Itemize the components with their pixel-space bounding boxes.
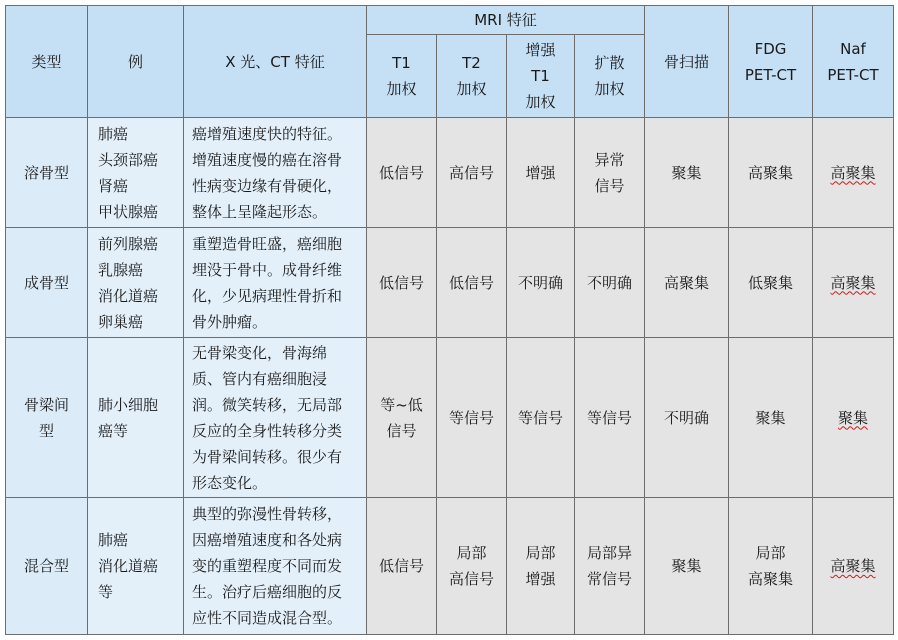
cell-line: 反应的全身性转移分类 [192, 421, 343, 440]
cell-line: 不明确 [517, 273, 563, 292]
cell-diffusion [575, 498, 645, 635]
cell-line: 消化道癌 [98, 286, 159, 305]
cell-naf [813, 498, 894, 635]
cell-line: 肺癌 [98, 531, 129, 549]
cell-type [6, 498, 88, 635]
header-naf: Naf PET-CT [813, 6, 894, 118]
cell-bone-scan [645, 118, 729, 228]
cell-line: 高聚集 [830, 557, 876, 575]
header-t1: T1 加权 [367, 35, 437, 118]
cell-features [184, 228, 367, 338]
cell-line: 肺癌 [98, 124, 129, 143]
cell-naf [813, 338, 894, 498]
cell-line: 因癌增殖速度和各处病 [192, 531, 343, 549]
cell-enhanced-t1 [507, 228, 575, 338]
cell-t1 [367, 498, 437, 635]
header-t2: T2 加权 [437, 35, 507, 118]
cell-t1 [367, 228, 437, 338]
cell-line: 溶骨型 [23, 163, 69, 182]
cell-line: 不明确 [663, 408, 709, 427]
cell-line: 局部 [525, 544, 556, 562]
cell-line: 高聚集 [830, 273, 876, 292]
cell-line: 局部 [755, 544, 786, 562]
cell-line: 润。微笑转移，无局部 [192, 395, 343, 414]
table-row [6, 498, 894, 635]
cell-line: 局部 [456, 544, 487, 562]
cell-features [184, 118, 367, 228]
cell-line: 卵巢癌 [98, 312, 144, 331]
header-type: 类型 [6, 6, 88, 118]
cell-bone-scan [645, 338, 729, 498]
cell-fdg [729, 118, 813, 228]
cell-line: 增殖速度慢的癌在溶骨 [192, 150, 343, 169]
cell-features [184, 338, 367, 498]
cell-line: 常信号 [586, 570, 632, 588]
cell-line: 低聚集 [747, 273, 793, 292]
cell-line: 乳腺癌 [98, 260, 144, 279]
cell-type [6, 338, 88, 498]
cell-t2 [437, 228, 507, 338]
cell-examples [88, 228, 184, 338]
cell-line: 等信号 [586, 408, 632, 427]
cell-t1 [367, 118, 437, 228]
cell-line: 低信号 [378, 557, 424, 575]
cell-type [6, 118, 88, 228]
cell-bone-scan [645, 228, 729, 338]
table-row [6, 338, 894, 498]
header-enhanced-t1: 增强 T1 加权 [507, 35, 575, 118]
cell-line: 低信号 [378, 163, 424, 182]
cell-line: 等信号 [448, 408, 494, 427]
cell-line: 癌增殖速度快的特征。 [192, 124, 343, 143]
cell-line: 异常 [594, 150, 625, 169]
cell-line: 重塑造骨旺盛，癌细胞 [192, 234, 343, 253]
table-row [6, 118, 894, 228]
cell-line: 增强 [525, 163, 556, 182]
header-mri-group: MRI 特征 [367, 6, 645, 35]
cell-line: 应性不同造成混合型。 [192, 609, 343, 627]
cell-line: 癌等 [98, 421, 129, 440]
cell-diffusion [575, 338, 645, 498]
cell-line: 质、管内有癌细胞浸 [192, 369, 328, 388]
cell-naf [813, 228, 894, 338]
table-row [6, 228, 894, 338]
cell-line: 混合型 [23, 557, 69, 575]
cell-line: 局部异 [586, 544, 632, 562]
cell-line: 等信号 [517, 408, 563, 427]
cell-line: 无骨梁变化，骨海绵 [192, 343, 328, 362]
cell-line: 高聚集 [663, 273, 709, 292]
cell-type [6, 228, 88, 338]
cell-examples [88, 498, 184, 635]
cell-enhanced-t1 [507, 498, 575, 635]
cell-line: 甲状腺癌 [98, 202, 159, 221]
cell-enhanced-t1 [507, 118, 575, 228]
cell-line: 增强 [525, 570, 556, 588]
cell-line: 骨外肿瘤。 [192, 312, 268, 331]
cell-line: 典型的弥漫性骨转移， [192, 505, 343, 523]
cell-line: 高信号 [448, 163, 494, 182]
cell-bone-scan [645, 498, 729, 635]
cell-line: 型 [38, 421, 54, 440]
cell-line: 成骨型 [23, 273, 69, 292]
cell-line: 肾癌 [98, 176, 129, 195]
cell-diffusion [575, 228, 645, 338]
cell-line: 埋没于骨中。成骨纤维 [192, 260, 343, 279]
cell-line: 性病变边缘有骨硬化， [192, 176, 343, 195]
cell-examples [88, 118, 184, 228]
cell-features [184, 498, 367, 635]
cell-line: 骨梁间 [23, 395, 69, 414]
cell-line: 聚集 [837, 408, 868, 427]
metastasis-comparison-table [5, 5, 894, 635]
cell-line: 头颈部癌 [98, 150, 159, 169]
cell-line: 为骨梁间转移。很少有 [192, 447, 343, 466]
cell-line: 聚集 [671, 557, 702, 575]
cell-line: 等 [98, 583, 114, 601]
cell-line: 聚集 [755, 408, 786, 427]
cell-line: 高聚集 [830, 163, 876, 182]
cell-line: 高聚集 [747, 163, 793, 182]
cell-t2 [437, 118, 507, 228]
header-example: 例 [88, 6, 184, 118]
cell-line: 低信号 [378, 273, 424, 292]
cell-line: 信号 [386, 421, 417, 440]
cell-line: 前列腺癌 [98, 234, 159, 253]
cell-fdg [729, 338, 813, 498]
cell-line: 信号 [594, 176, 625, 195]
cell-line: 化，少见病理性骨折和 [192, 286, 343, 305]
cell-line: 整体上呈隆起形态。 [192, 202, 328, 221]
cell-line: 消化道癌 [98, 557, 159, 575]
cell-line: 等~低 [380, 395, 423, 414]
cell-line: 低信号 [448, 273, 494, 292]
cell-line: 高聚集 [747, 570, 793, 588]
cell-t1 [367, 338, 437, 498]
header-bone-scan: 骨扫描 [645, 6, 729, 118]
cell-enhanced-t1 [507, 338, 575, 498]
cell-line: 形态变化。 [192, 473, 268, 492]
cell-fdg [729, 498, 813, 635]
cell-line: 肺小细胞 [98, 395, 159, 414]
header-fdg: FDG PET-CT [729, 6, 813, 118]
header-diffusion: 扩散 加权 [575, 35, 645, 118]
cell-line: 生。治疗后癌细胞的反 [192, 583, 343, 601]
cell-line: 变的重塑程度不同而发 [192, 557, 343, 575]
cell-t2 [437, 338, 507, 498]
cell-naf [813, 118, 894, 228]
cell-line: 不明确 [586, 273, 632, 292]
cell-line: 高信号 [448, 570, 494, 588]
cell-diffusion [575, 118, 645, 228]
header-xray-ct: X 光、CT 特征 [184, 6, 367, 118]
cell-t2 [437, 498, 507, 635]
cell-examples [88, 338, 184, 498]
cell-line: 聚集 [671, 163, 702, 182]
cell-fdg [729, 228, 813, 338]
